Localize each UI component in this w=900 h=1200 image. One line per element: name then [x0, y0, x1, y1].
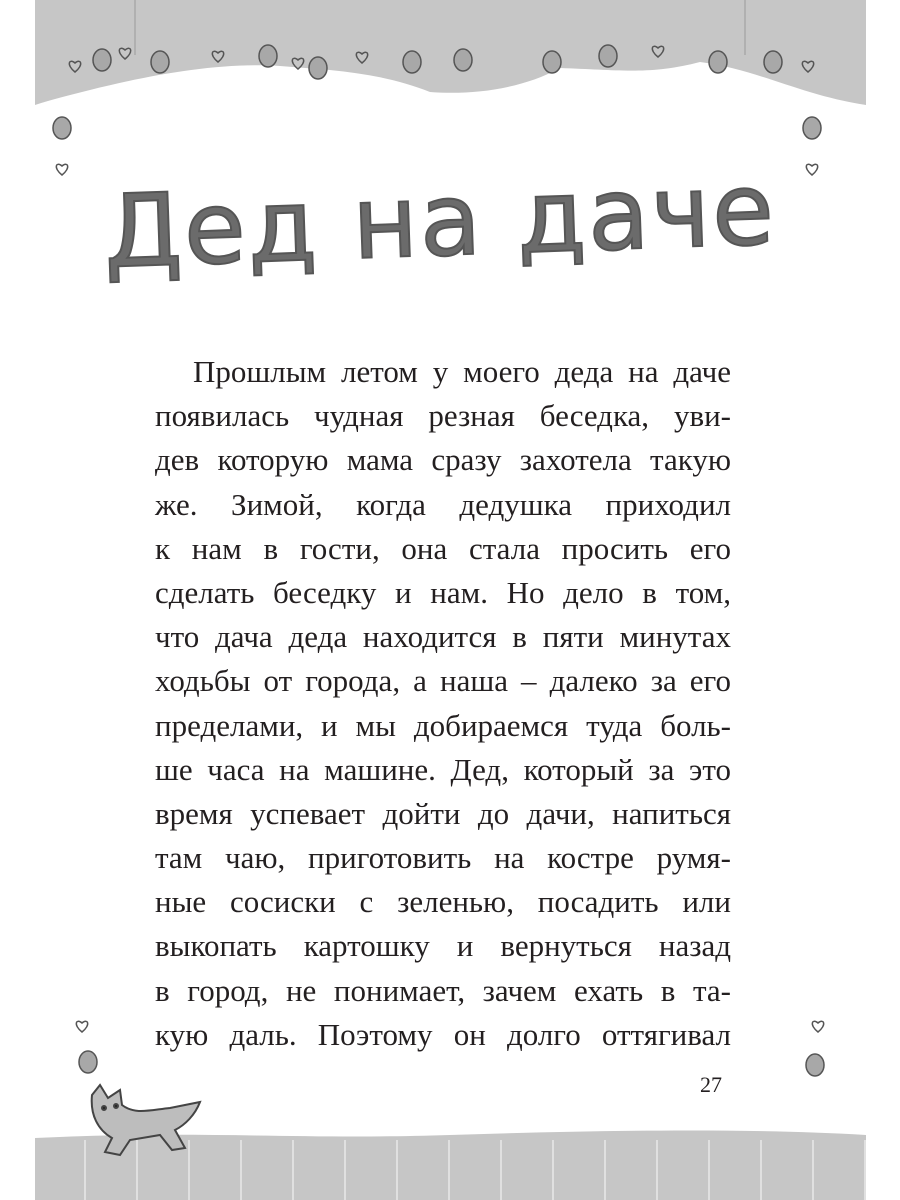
ornament-ball-icon [151, 51, 169, 73]
text-line: ше часа на машине. Дед, который за это [155, 751, 731, 787]
chapter-title: Дед на даче [101, 150, 778, 291]
heart-icon [76, 1021, 87, 1032]
ornament-ball-icon [309, 57, 327, 79]
text-line: в город, не понимает, зачем ехать в та- [155, 972, 731, 1008]
text-line: кую даль. Поэтому он долго оттягивал [155, 1016, 731, 1052]
page-number: 27 [700, 1072, 722, 1097]
ornament-ball-icon [93, 49, 111, 71]
page-title [0, 150, 900, 300]
heart-icon [812, 1021, 823, 1032]
text-line: что дача деда находится в пяти минутах [155, 619, 731, 655]
text-line: дев которую мама сразу захотела такую [155, 442, 731, 478]
ornament-ball-icon [764, 51, 782, 73]
ornament-ball-icon [403, 51, 421, 73]
story-paragraph [155, 350, 731, 1057]
text-line: появилась чудная резная беседка, уви- [155, 398, 731, 434]
ornament-ball-icon [53, 117, 71, 139]
ornament-ball-icon [599, 45, 617, 67]
text-line: сделать беседку и нам. Но дело в том, [155, 574, 731, 610]
text-line: Прошлым летом у моего деда на даче [193, 354, 731, 389]
text-line: же. Зимой, когда дедушка приходил [155, 486, 731, 522]
text-line: пределами, и мы добираемся туда боль- [155, 707, 731, 743]
text-line: ные сосиски с зеленью, посадить или [155, 884, 731, 920]
ornament-ball-icon [709, 51, 727, 73]
bottom-fence-band [35, 1130, 866, 1200]
ornament-ball-icon [543, 51, 561, 73]
text-line: там чаю, приготовить на костре румя- [155, 840, 731, 876]
text-line: к нам в гости, она стала просить его [155, 530, 731, 566]
ornament-ball-icon [79, 1051, 97, 1073]
text-line: время успевает дойти до дачи, напиться [155, 795, 731, 831]
ornament-ball-icon [803, 117, 821, 139]
ornament-ball-icon [259, 45, 277, 67]
text-line: ходьбы от города, а наша – далеко за его [155, 663, 731, 699]
ornament-ball-icon [454, 49, 472, 71]
ornament-ball-icon [806, 1054, 824, 1076]
text-line: выкопать картошку и вернуться назад [155, 928, 731, 964]
